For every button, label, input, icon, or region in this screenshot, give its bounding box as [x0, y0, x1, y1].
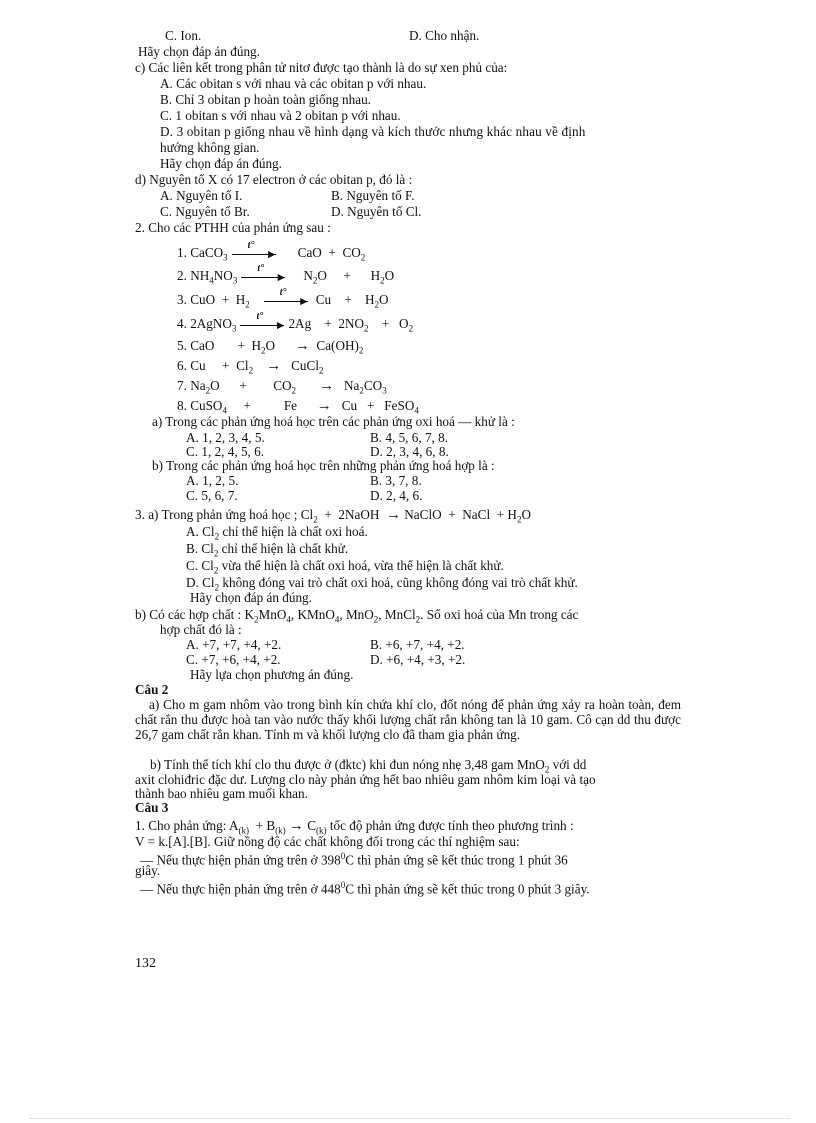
- question-cau3-1: 1. Cho phản ứng: $A_{(k)} + B_{(k)} \to C_{(k)}$ tốc độ phản ứng được tính theo phương trình :: [135, 818, 574, 836]
- instruction: Hãy chọn đáp án đúng.: [160, 156, 282, 171]
- equation-2: 2. $NH_4NO_3$ t° ► $N_2O$ + $H_2O$: [177, 262, 395, 286]
- question-3b-cont: hợp chất đó là :: [160, 622, 242, 637]
- page-divider: [30, 1118, 790, 1119]
- equation-1: 1. CaCO$_3$ t° ► CaO + $CO_2$: [177, 239, 366, 263]
- option-b: B. +6, +7, +4, +2.: [370, 637, 465, 652]
- question-c: c) Các liên kết trong phân tử nitơ được tạo thành là do sự xen phủ của:: [135, 60, 508, 75]
- instruction: Hãy chọn đáp án đúng.: [190, 590, 312, 605]
- question-cau3-rate: V = k.[A].[B]. Giữ nồng độ các chất không đổi trong các thí nghiệm sau:: [135, 834, 520, 849]
- equation-5: 5. CaO + $H_2O$ → $Ca(OH)_2$: [177, 338, 364, 356]
- equation-4: 4. 2AgNO$_3$ t° ► 2Ag + $2NO_2$ + $O_2$: [177, 310, 414, 334]
- option-d-cont: hướng không gian.: [160, 140, 260, 155]
- option-b: B. 4, 5, 6, 7, 8.: [370, 430, 449, 445]
- option-a: A. 1, 2, 5.: [186, 473, 239, 488]
- question-cau2-b-cont: thành bao nhiêu gam muối khan.: [135, 786, 308, 801]
- instruction: Hãy lựa chọn phương án đúng.: [190, 667, 354, 682]
- question-cau2-a: a) Cho m gam nhôm vào trong bình kín chứa khí clo, đốt nóng để phản ứng xảy ra hoàn toàn, đem chất rắn thu được hoà tan vào nước thấy khối lượng chất rắn không tan là 10 gam. Cô cạn dd thu được 26,7 gam chất rắn khan. Tính m và khối lượng clo đã tham gia phản ứng.: [135, 697, 681, 742]
- option-b: B. Chỉ 3 obitan p hoàn toàn giống nhau.: [160, 92, 371, 107]
- page-number: 132: [135, 956, 156, 971]
- option-b: B. $Cl_2$ chỉ thể hiện là chất khử.: [186, 541, 349, 559]
- question-cau3-exp1: — Nếu thực hiện phản ứng trên ở $398^0C$ thì phản ứng sẽ kết thúc trong 1 phút 36: [140, 851, 568, 868]
- option-d: D. $Cl_2$ không đóng vai trò chất oxi hoá, cũng không đóng vai trò chất khử.: [186, 575, 578, 593]
- option-d: D. +6, +4, +3, +2.: [370, 652, 466, 667]
- option-b: B. 3, 7, 8.: [370, 473, 422, 488]
- option-a: A. +7, +7, +4, +2.: [186, 637, 282, 652]
- question-cau3-exp1-cont: giây.: [135, 863, 161, 878]
- option-c-ion: C. Ion.: [165, 28, 202, 43]
- question-cau3-exp2: — Nếu thực hiện phản ứng trên ở $448^0C$ thì phản ứng sẽ kết thúc trong 0 phút 3 giây.: [140, 880, 590, 897]
- section-title-cau2: Câu 2: [135, 682, 169, 697]
- question-2: 2. Cho các PTHH của phản ứng sau :: [135, 220, 331, 235]
- question-d: d) Nguyên tố X có 17 electron ở các obitan p, đó là :: [135, 172, 413, 187]
- instruction: Hãy chọn đáp án đúng.: [138, 44, 260, 59]
- question-2a: a) Trong các phản ứng hoá học trên các phản ứng oxi hoá — khử là :: [152, 414, 515, 429]
- option-a: A. $Cl_2$ chỉ thể hiện là chất oxi hoá.: [186, 524, 368, 542]
- equation-8: 8. CuSO$_4$ + Fe → Cu + FeSO$_4$: [177, 398, 419, 416]
- option-c: C. +7, +6, +4, +2.: [186, 652, 281, 667]
- option-b: B. Nguyên tố F.: [331, 188, 415, 203]
- question-cau2-b-cont: axit clohiđric đặc dư. Lượng clo này phản ứng hết bao nhiêu gam nhôm kim loại và tạo: [135, 772, 596, 787]
- option-c: C. 1 obitan s với nhau và 2 obitan p với nhau.: [160, 108, 401, 123]
- section-title-cau3: Câu 3: [135, 800, 169, 815]
- option-d: D. 2, 3, 4, 6, 8.: [370, 444, 449, 459]
- equation-6: 6. Cu + $Cl_2$ → CuCl$_2$: [177, 358, 324, 376]
- option-c: C. 5, 6, 7.: [186, 488, 238, 503]
- equation-3: 3. CuO + $H_2$ t° ► Cu + $H_2O$: [177, 286, 389, 310]
- option-d-cho-nhan: D. Cho nhận.: [409, 28, 480, 43]
- question-cau2-b: b) Tính thể tích khí clo thu được ở (đktc) khi đun nóng nhẹ 3,48 gam MnO$_2$ với dd: [150, 757, 587, 775]
- question-3a: 3. a) Trong phản ứng hoá học ; $Cl_2$ + 2NaOH → NaClO + NaCl + $H_2O$: [135, 507, 531, 525]
- option-d: D. Nguyên tố Cl.: [331, 204, 422, 219]
- equation-7: 7. $Na_2O$ + $CO_2$ → $Na_2CO_3$: [177, 378, 387, 396]
- option-a: A. 1, 2, 3, 4, 5.: [186, 430, 265, 445]
- question-2b: b) Trong các phản ứng hoá học trên những phản ứng hoá hợp là :: [152, 458, 495, 473]
- question-3b: b) Có các hợp chất : $K_2MnO_4$, KMnO$_4$, MnO$_2$, MnCl$_2$. Số oxi hoá của Mn trong các: [135, 607, 579, 625]
- option-c: C. Nguyên tố Br.: [160, 204, 250, 219]
- option-d: D. 2, 4, 6.: [370, 488, 423, 503]
- option-a: A. Các obitan s với nhau và các obitan p với nhau.: [160, 76, 427, 91]
- option-c: C. $Cl_2$ vừa thể hiện là chất oxi hoá, vừa thể hiện là chất khử.: [186, 558, 504, 576]
- option-a: A. Nguyên tố I.: [160, 188, 243, 203]
- option-d: D. 3 obitan p giống nhau về hình dạng và kích thước nhưng khác nhau về định: [160, 124, 586, 139]
- option-c: C. 1, 2, 4, 5, 6.: [186, 444, 265, 459]
